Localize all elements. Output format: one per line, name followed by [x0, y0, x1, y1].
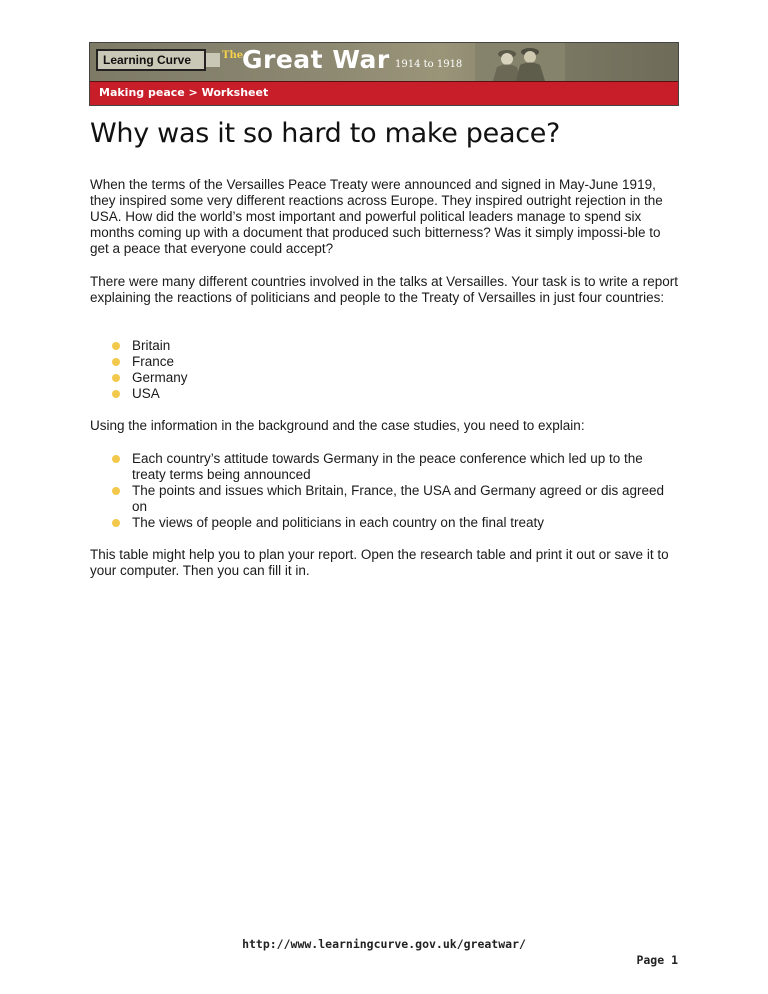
bullet-icon: [112, 455, 120, 463]
country-label: Britain: [132, 338, 171, 353]
bullet-icon: [112, 519, 120, 527]
page-title: Why was it so hard to make peace?: [90, 118, 561, 149]
soldiers-photo-icon: [475, 43, 565, 81]
footer-url-link[interactable]: http://www.learningcurve.gov.uk/greatwar/: [242, 937, 526, 951]
list-item: [110, 451, 665, 483]
intro-paragraph: When the terms of the Versailles Peace Treaty were announced and signed in May-June 1919, they inspired some very different reactions across Europe. They inspired outright rejection in the USA. How did the world’s most important and powerful political leaders manage to spend six months coming up with a document that produced such bitterness? Was it simply impossi-ble to get a peace that everyone could accept?: [90, 177, 663, 256]
country-label: France: [132, 354, 175, 369]
list-item: [110, 386, 680, 402]
list-item: [110, 515, 665, 531]
bullet-icon: [112, 374, 120, 382]
task-label: The points and issues which Britain, France, the USA and Germany agreed or dis agreed on: [132, 483, 665, 514]
banner-header: [90, 43, 678, 81]
page-number: Page 1: [636, 953, 678, 967]
list-item: [110, 483, 665, 515]
bullet-icon: [112, 342, 120, 350]
banner-title-the: The: [222, 50, 244, 61]
closing-paragraph: This table might help you to plan your report. Open the research table and print it out or save it to your computer. Then you can fill it in.: [90, 547, 669, 578]
tasks-list: [110, 451, 665, 531]
task-label: The views of people and politicians in each country on the final treaty: [132, 515, 544, 530]
countries-list: [110, 338, 680, 402]
list-item: [110, 354, 680, 370]
banner-title: Great War: [242, 45, 390, 74]
task-label: Each country’s attitude towards Germany in the peace conference which led up to the treaty terms being announced: [132, 451, 643, 482]
bullet-icon: [112, 358, 120, 366]
site-banner: [89, 42, 679, 106]
banner-years: 1914 to 1918: [395, 59, 463, 70]
logo-tab: [206, 53, 220, 67]
country-label: Germany: [132, 370, 188, 385]
breadcrumb[interactable]: Making peace > Worksheet: [90, 81, 678, 105]
list-item: [110, 338, 680, 354]
task-paragraph: There were many different countries involved in the talks at Versailles. Your task is to write a report explaining the reactions of politicians and people to the Treaty of Versailles in just four countries:: [90, 274, 679, 305]
bullet-icon: [112, 390, 120, 398]
instructions-paragraph: Using the information in the background and the case studies, you need to explain:: [90, 418, 585, 433]
list-item: [110, 370, 680, 386]
country-label: USA: [132, 386, 160, 401]
learning-curve-logo[interactable]: Learning Curve: [96, 49, 206, 71]
bullet-icon: [112, 487, 120, 495]
